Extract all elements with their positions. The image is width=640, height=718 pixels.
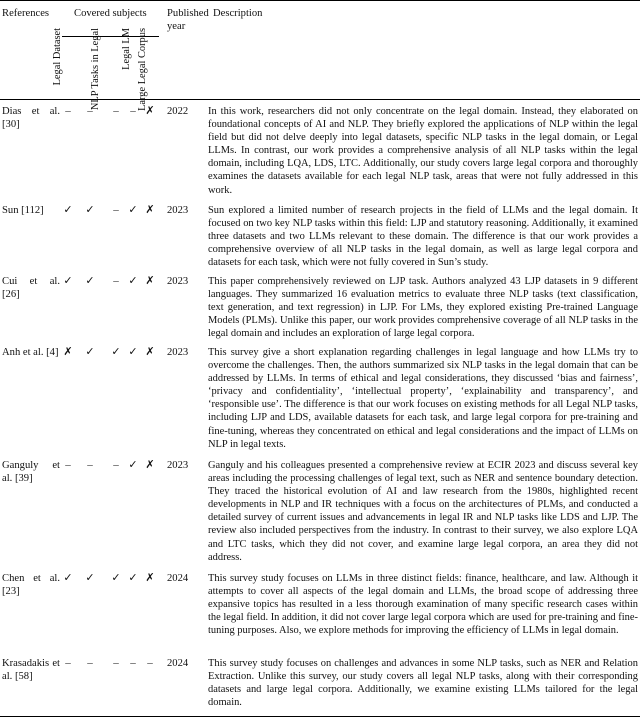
row-year: 2024 xyxy=(167,658,189,669)
row-mark: ✓ xyxy=(85,346,95,358)
row-mark: – xyxy=(113,459,119,471)
row-year: 2022 xyxy=(167,106,189,117)
row-reference: Anh et al. [4] xyxy=(2,347,59,358)
row-mark: ✓ xyxy=(128,346,138,358)
row-reference: Ganguly et al. [39] xyxy=(2,460,60,485)
description-header: Description xyxy=(213,8,263,19)
row-mark: ✗ xyxy=(145,346,155,358)
row-mark: ✓ xyxy=(128,459,138,471)
covered-subjects-header: Covered subjects xyxy=(74,8,147,19)
row-mark: ✓ xyxy=(63,572,73,584)
row-mark: – xyxy=(87,105,93,117)
row-reference: Cui et al. [26] xyxy=(2,276,60,301)
row-description: This survey study focuses on challenges and advances in some NLP tasks, such as NER and Relation Extraction. Unlike this survey, our study covers all legal NLP tasks, along with their corresponding datasets and large legal corpora. Additionally, we examine existing LLMs tailored for the legal domain. xyxy=(208,658,638,709)
row-reference: Krasadakis et al. [58] xyxy=(2,658,60,683)
references-header: References xyxy=(2,8,50,19)
row-mark: ✗ xyxy=(145,459,155,471)
subject-header-legal-dataset: Legal Dataset xyxy=(52,28,63,86)
row-description: This survey study focuses on LLMs in three distinct fields: finance, healthcare, and law. Although it attempts to cover all aspects of the legal domain and LLMs, the broad scope of addressing three expansive topics has resulted in a less thorough examination of many specific research cases within the legal field. In addition, it did not cover large legal corpora which are used for pre-training and fine-tuning purposes. Also, we explore methods for improving the efficiency of LLMs in legal domain. xyxy=(208,573,638,637)
row-mark: – xyxy=(87,459,93,471)
row-description: Sun explored a limited number of research projects in the field of LLMs and the legal domain. It focused on two key NLP tasks within this field: LJP and statutory reasoning. Additionally, it examined three datasets and two LLMs relevant to these domain. The difference is that our work provides a comprehensive overview of all NLP tasks in the legal domain, as well as large legal corpora and datasets for each task, which were not fully covered in Sun’s study. xyxy=(208,205,638,269)
row-mark: – xyxy=(130,105,136,117)
row-description: In this work, researchers did not only concentrate on the legal domain. Instead, they elaborated on foundational concepts of AI and NLP. They briefly explored the applications of NLP within the legal field but did not delve deeply into legal datasets, specific NLP tasks in the legal domain, or Legal LLMs. In contrast, our work provides a comprehensive analysis of all NLP tasks within the legal domain, including LQA, LDS, LTC. Additionally, our study covers large legal corpora and thoroughly examines the datasets available for each legal NLP task, areas that were not fully addressed in this work. xyxy=(208,106,638,196)
row-mark: – xyxy=(130,657,136,669)
row-mark: ✓ xyxy=(111,346,121,358)
row-mark: – xyxy=(65,105,71,117)
row-mark: ✓ xyxy=(63,275,73,287)
row-mark: ✓ xyxy=(85,572,95,584)
row-mark: ✗ xyxy=(63,346,73,358)
row-mark: ✗ xyxy=(145,105,155,117)
row-mark: – xyxy=(113,657,119,669)
row-mark: ✓ xyxy=(128,572,138,584)
row-description: Ganguly and his colleagues presented a comprehensive review at ECIR 2023 and discuss several key areas including the processing challenges of legal text, such as NER and sentence boundary detection. They traced the historical evolution of AI and law research from the 1980s, highlighted recent developments in NLP and IR techniques with a focus on the architectures of PLMs, and conducted a detailed survey of current issues and advancements in legal IR and NLP tasks like LDS and LJP. The review also included perspectives from the industry. In contrast to their survey, we also explore LQA and LTC tasks, which they did not cover, and examine large legal corpora, an area they did not address. xyxy=(208,460,638,563)
row-mark: ✓ xyxy=(85,275,95,287)
row-mark: ✓ xyxy=(128,275,138,287)
row-mark: ✓ xyxy=(63,204,73,216)
row-mark: ✗ xyxy=(145,204,155,216)
row-mark: – xyxy=(87,657,93,669)
row-mark: ✗ xyxy=(145,572,155,584)
row-mark: ✓ xyxy=(85,204,95,216)
row-year: 2024 xyxy=(167,573,189,584)
table-top-rule xyxy=(0,0,640,1)
row-mark: – xyxy=(147,657,153,669)
row-mark: ✗ xyxy=(145,275,155,287)
row-mark: – xyxy=(65,459,71,471)
row-reference: Sun [112] xyxy=(2,205,44,216)
row-reference: Dias et al. [30] xyxy=(2,106,60,131)
row-reference: Chen et al. [23] xyxy=(2,573,60,598)
row-year: 2023 xyxy=(167,347,189,358)
table-bottom-rule xyxy=(0,716,640,717)
subject-header-legal-lm: Legal LM xyxy=(121,28,132,70)
row-mark: – xyxy=(113,204,119,216)
row-mark: – xyxy=(113,275,119,287)
row-mark: ✓ xyxy=(111,572,121,584)
row-year: 2023 xyxy=(167,276,189,287)
row-mark: – xyxy=(65,657,71,669)
row-year: 2023 xyxy=(167,460,189,471)
subject-header-nlp-tasks: NLP Tasks in Legal xyxy=(90,28,101,111)
row-year: 2023 xyxy=(167,205,189,216)
row-description: This survey give a short explanation regarding challenges in legal language and how LLMs try to overcome the challenges. Then, the authors summarized six NLP tasks in the legal domain that can be addressed by LLMs. In terms of ethical and legal considerations, they discussed ‘bias and fairness’, ‘privacy and confidentiality’, ‘intellectual property’, ‘explainability and transparency’, and ‘responsible use’. The difference is that our work focuses on existing methods for all Legal NLP tasks, including LJP and LDS, available datasets for each task, and large legal corpora for pre-training and fine-tuning, whereas they concentrated on ethical and legal considerations and the impact of LLMs on NLP in legal texts. xyxy=(208,347,638,450)
row-mark: ✓ xyxy=(128,204,138,216)
row-mark: – xyxy=(113,105,119,117)
row-description: This paper comprehensively reviewed on LJP task. Authors analyzed 43 LJP datasets in 9 different languages. They summarized 16 evaluation metrics to evaluate three NLP tasks (text classification, text generation, and text regression) in LJP. For LMs, they explored existing Pre-trained Language Models (PLMs). Unlike this paper, our work provides comprehensive coverage of all NLP tasks in the legal domain and includes an exploration of large legal corpora. xyxy=(208,276,638,340)
subject-header-large-legal-corpus: Large Legal Corpus xyxy=(137,28,148,111)
published-year-header: Published year xyxy=(167,8,209,32)
